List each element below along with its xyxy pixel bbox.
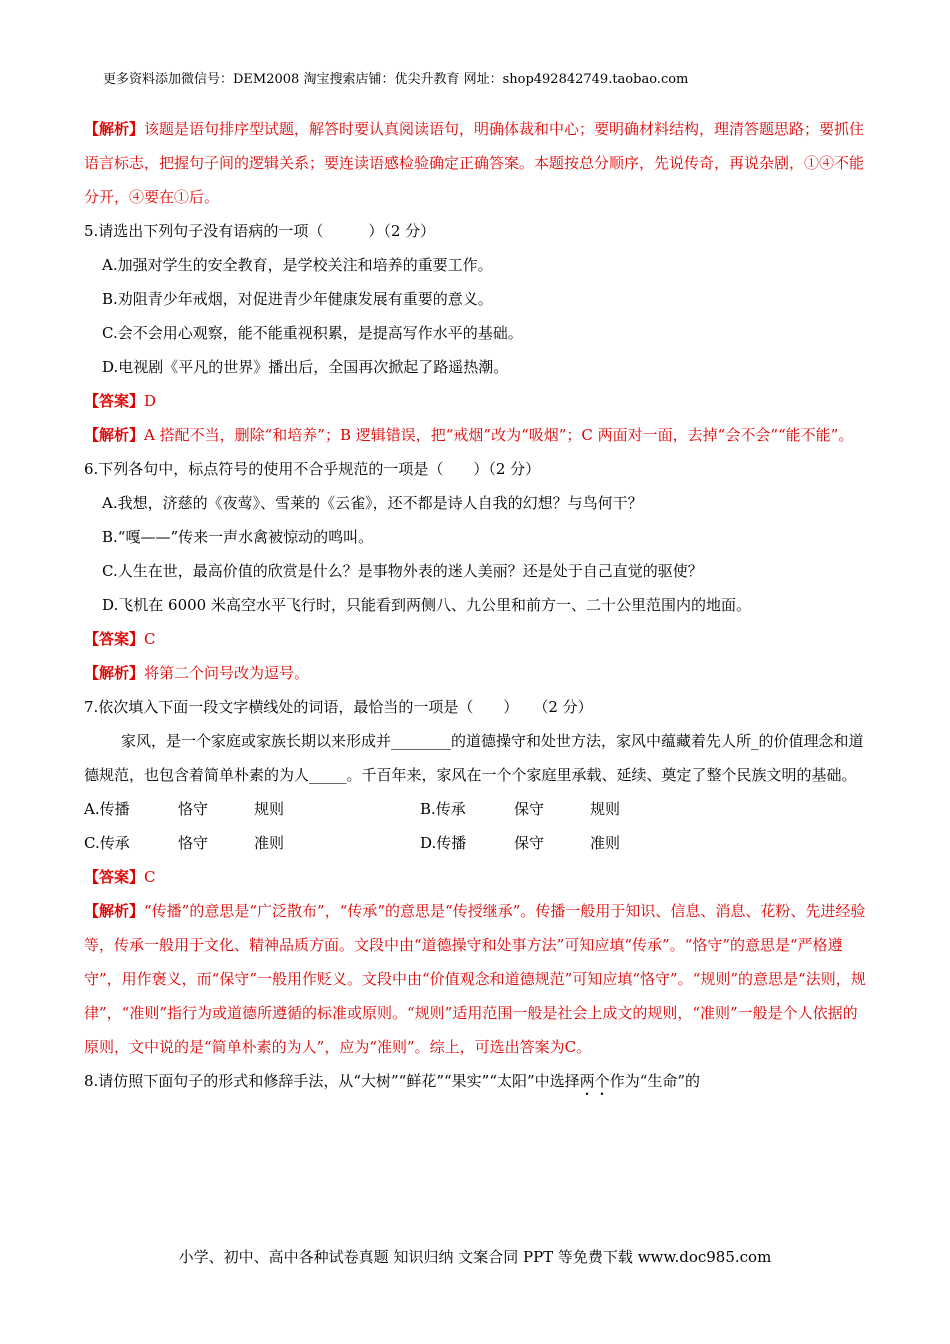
answer-value: C <box>144 630 156 648</box>
q7-option-c-label: C.传承 <box>84 834 130 852</box>
q5-option-d: D.电视剧《平凡的世界》播出后，全国再次掀起了路遥热潮。 <box>102 358 509 376</box>
q8-stem-emphasis: 两个 <box>579 1072 610 1090</box>
q7-option-c-word3: 准则 <box>254 834 285 852</box>
q6-option-d: D.飞机在 6000 米高空水平飞行时，只能看到两侧八、九公里和前方一、二十公里范围内的地面。 <box>102 596 751 614</box>
analysis-text: A 搭配不当，删除“和培养”；B 逻辑错误，把“戒烟”改为“吸烟”；C 两面对一面，去掉“会不会”“能不能”。 <box>144 426 854 444</box>
q5-option-a: A.加强对学生的安全教育，是学校关注和培养的重要工作。 <box>102 256 493 274</box>
q7-option-c-word2: 恪守 <box>178 834 209 852</box>
q8-stem <box>84 1064 868 1099</box>
q7-answer <box>84 860 868 894</box>
page-footer: 小学、初中、高中各种试卷真题 知识归纳 文案合同 PPT 等免费下载 www.doc985.com <box>178 1248 772 1266</box>
q4-analysis <box>84 112 868 214</box>
q6-answer <box>84 622 868 656</box>
q7-options-row-2 <box>84 826 868 860</box>
q6-option-c: C.人生在世，最高价值的欣赏是什么？是事物外表的迷人美丽？还是处于自己直觉的驱使？ <box>102 562 703 580</box>
q8-stem-before: 8.请仿照下面句子的形式和修辞手法，从“大树”“鲜花”“果实”“太阳”中选择 <box>84 1072 580 1090</box>
q7-option-d-label: D.传播 <box>420 834 467 852</box>
q5-option-c: C.会不会用心观察，能不能重视积累，是提高写作水平的基础。 <box>102 324 523 342</box>
q7-option-d-word2: 保守 <box>514 834 545 852</box>
q5-option-b: B.劝阻青少年戒烟，对促进青少年健康发展有重要的意义。 <box>102 290 493 308</box>
q7-option-b-label: B.传承 <box>420 800 466 818</box>
page-header: 更多资料添加微信号：DEM2008 淘宝搜索店铺：优尖升教育 网址：shop492842749.taobao.com <box>103 72 689 87</box>
q5-analysis <box>84 418 868 452</box>
answer-label: 【答案】 <box>84 630 145 648</box>
q6-stem: 6.下列各句中，标点符号的使用不合乎规范的一项是（ ）（2 分） <box>84 460 541 478</box>
q7-option-a-word3: 规则 <box>254 800 285 818</box>
analysis-label: 【解析】 <box>84 120 145 138</box>
answer-value: D <box>144 392 157 410</box>
analysis-label: 【解析】 <box>84 902 145 920</box>
analysis-label: 【解析】 <box>84 426 145 444</box>
q6-option-b: B.“嘎——”传来一声水禽被惊动的鸣叫。 <box>102 528 374 546</box>
analysis-label: 【解析】 <box>84 664 145 682</box>
q7-option-b-word3: 规则 <box>590 800 621 818</box>
q7-options-row-1 <box>84 792 868 826</box>
q6-option-a: A.我想，济慈的《夜莺》、雪莱的《云雀》，还不都是诗人自我的幻想？与鸟何干？ <box>102 494 643 512</box>
document-body <box>84 112 868 1099</box>
q7-stem: 7.依次填入下面一段文字横线处的词语，最恰当的一项是（ ） （2 分） <box>84 698 593 716</box>
q5-stem: 5.请选出下列句子没有语病的一项（ ）（2 分） <box>84 222 436 240</box>
q7-analysis <box>84 894 868 1064</box>
analysis-text: 将第二个问号改为逗号。 <box>144 664 310 682</box>
analysis-text: 该题是语句排序型试题，解答时要认真阅读语句，明确体裁和中心；要明确材料结构，理清答题思路；要抓住语言标志，把握句子间的逻辑关系；要连读语感检验确定正确答案。本题按总分顺序，先说传奇，再说杂剧，①④不能分开，④要在①后。 <box>84 120 865 206</box>
answer-value: C <box>144 868 156 886</box>
q7-option-a-word2: 恪守 <box>178 800 209 818</box>
q7-option-b-word2: 保守 <box>514 800 545 818</box>
q7-passage: 家风，是一个家庭或家族长期以来形成并________的道德操守和处世方法，家风中蕴藏着先人所_的价值理念和道德规范，也包含着简单朴素的为人_____。千百年来，家风在一个个家庭里承载、延续、奠定了整个民族文明的基础。 <box>84 732 864 784</box>
analysis-text: “传播”的意思是“广泛散布”，“传承”的意思是“传授继承”。传播一般用于知识、信息、消息、花粉、先进经验等，传承一般用于文化、精神品质方面。文段中由“道德操守和处事方法”可知应填“传承”。“恪守”的意思是“严格遵守”，用作褒义，而“保守”一般用作贬义。文段中由“价值观念和道德规范”可知应填“恪守”。“规则”的意思是“法则，规律”，“准则”指行为或道德所遵循的标准或原则。“规则”适用范围一般是社会上成文的规则，“准则”一般是个人依据的原则，文中说的是“简单朴素的为人”，应为“准则”。综上，可选出答案为C。 <box>84 902 866 1056</box>
q6-analysis <box>84 656 868 690</box>
q5-answer <box>84 384 868 418</box>
answer-label: 【答案】 <box>84 392 145 410</box>
q8-stem-after: 作为“生命”的 <box>609 1072 701 1090</box>
q7-option-a-label: A.传播 <box>84 800 130 818</box>
q7-option-d-word3: 准则 <box>590 834 621 852</box>
answer-label: 【答案】 <box>84 868 145 886</box>
